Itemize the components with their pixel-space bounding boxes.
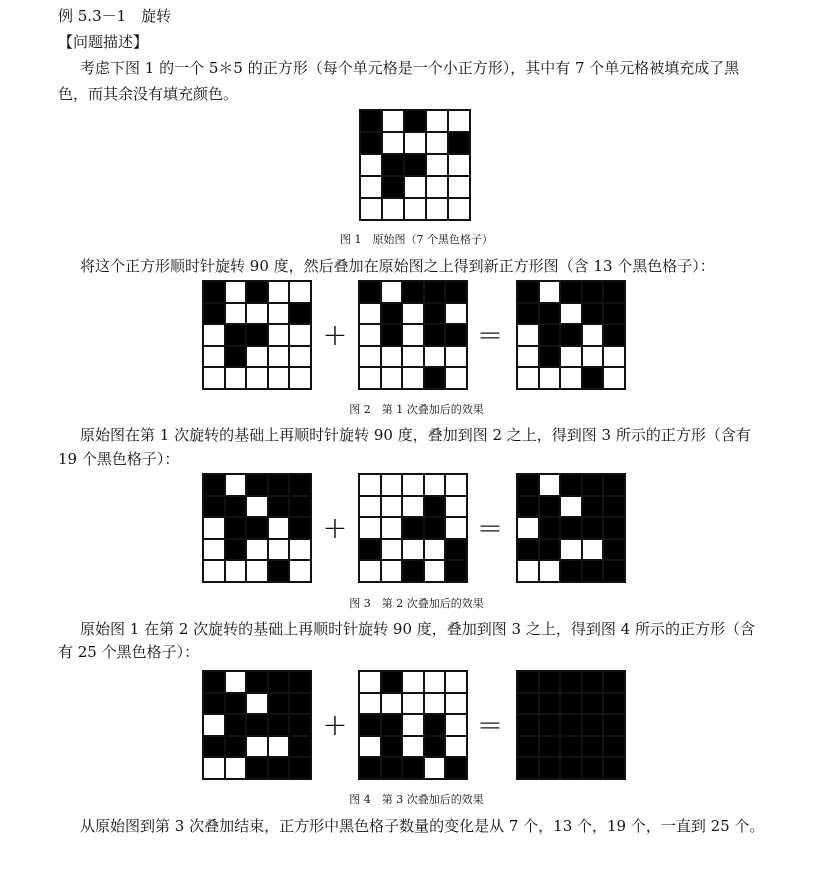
grid-cell	[402, 367, 424, 389]
grid-cell	[603, 671, 625, 693]
grid-cell	[517, 346, 539, 368]
grid-cell	[424, 281, 446, 303]
paragraph-4-line-1: 原始图 1 在第 2 次旋转的基础上再顺时针旋转 90 度，叠加到图 3 之上，得到图 4 所示的正方形（含	[80, 620, 755, 638]
grid-cell	[517, 714, 539, 736]
grid-cell	[582, 303, 604, 325]
grid-cell	[402, 474, 424, 496]
grid-cell	[359, 736, 381, 758]
grid-cell	[539, 346, 561, 368]
grid-cell	[381, 517, 403, 539]
grid-cell	[289, 474, 311, 496]
grid-cell	[268, 539, 290, 561]
grid-cell	[445, 474, 467, 496]
grid-cell	[246, 281, 268, 303]
grid-cell	[246, 346, 268, 368]
grid-cell	[225, 736, 247, 758]
grid-cell	[560, 539, 582, 561]
grid-cell	[225, 303, 247, 325]
grid-cell	[203, 757, 225, 779]
figure-3-grid-result	[516, 473, 626, 583]
grid-cell	[289, 757, 311, 779]
grid-cell	[382, 176, 404, 198]
grid-cell	[560, 736, 582, 758]
grid-cell	[289, 346, 311, 368]
grid-cell	[268, 367, 290, 389]
grid-cell	[225, 496, 247, 518]
grid-cell	[246, 714, 268, 736]
grid-cell	[382, 154, 404, 176]
equals-sign-fig3: =	[477, 511, 503, 546]
grid-cell	[359, 671, 381, 693]
grid-cell	[539, 303, 561, 325]
grid-cell	[560, 303, 582, 325]
grid-cell	[268, 346, 290, 368]
grid-cell	[268, 324, 290, 346]
grid-cell	[582, 324, 604, 346]
grid-cell	[539, 560, 561, 582]
grid-cell	[539, 539, 561, 561]
grid-cell	[359, 539, 381, 561]
grid-cell	[382, 132, 404, 154]
grid-cell	[424, 736, 446, 758]
grid-cell	[381, 324, 403, 346]
grid-cell	[381, 736, 403, 758]
grid-cell	[203, 367, 225, 389]
grid-cell	[426, 154, 448, 176]
grid-cell	[582, 367, 604, 389]
grid-cell	[517, 303, 539, 325]
grid-cell	[426, 110, 448, 132]
grid-cell	[603, 714, 625, 736]
grid-cell	[603, 324, 625, 346]
grid-cell	[445, 346, 467, 368]
grid-cell	[359, 474, 381, 496]
grid-cell	[560, 346, 582, 368]
grid-cell	[448, 132, 470, 154]
grid-cell	[225, 346, 247, 368]
grid-cell	[359, 496, 381, 518]
grid-cell	[359, 517, 381, 539]
grid-cell	[517, 671, 539, 693]
grid-cell	[246, 324, 268, 346]
grid-cell	[360, 132, 382, 154]
section-title: 【问题描述】	[58, 33, 149, 51]
grid-cell	[381, 281, 403, 303]
example-heading: 例 5.3－1 旋转	[58, 7, 172, 25]
grid-cell	[246, 517, 268, 539]
grid-cell	[445, 693, 467, 715]
grid-cell	[603, 560, 625, 582]
grid-cell	[246, 757, 268, 779]
grid-cell	[203, 517, 225, 539]
grid-cell	[381, 714, 403, 736]
paragraph-5: 从原始图到第 3 次叠加结束，正方形中黑色格子数量的变化是从 7 个，13 个，19 个，一直到 25 个。	[80, 817, 765, 835]
grid-cell	[359, 560, 381, 582]
plus-sign-fig3: +	[322, 511, 348, 546]
grid-cell	[560, 517, 582, 539]
grid-cell	[402, 346, 424, 368]
grid-cell	[539, 693, 561, 715]
paragraph-1-line-2: 色，而其余没有填充颜色。	[58, 85, 239, 103]
grid-cell	[517, 539, 539, 561]
grid-cell	[560, 324, 582, 346]
grid-cell	[539, 736, 561, 758]
grid-cell	[289, 714, 311, 736]
paragraph-1-line-1: 考虑下图 1 的一个 5＊5 的正方形（每个单元格是一个小正方形），其中有 7 个单元格被填充成了黑	[80, 59, 740, 77]
grid-cell	[517, 757, 539, 779]
grid-cell	[560, 693, 582, 715]
grid-cell	[445, 757, 467, 779]
grid-cell	[289, 693, 311, 715]
grid-cell	[381, 474, 403, 496]
grid-cell	[289, 539, 311, 561]
grid-cell	[424, 474, 446, 496]
grid-cell	[359, 757, 381, 779]
grid-cell	[381, 346, 403, 368]
figure-2-grid-rotated	[358, 280, 468, 390]
grid-cell	[203, 539, 225, 561]
grid-cell	[517, 560, 539, 582]
grid-cell	[289, 496, 311, 518]
grid-cell	[445, 736, 467, 758]
grid-cell	[203, 693, 225, 715]
grid-cell	[517, 693, 539, 715]
grid-cell	[381, 496, 403, 518]
grid-cell	[603, 346, 625, 368]
figure-3-grid-previous	[202, 473, 312, 583]
grid-cell	[402, 757, 424, 779]
grid-cell	[448, 110, 470, 132]
grid-cell	[289, 303, 311, 325]
grid-cell	[360, 154, 382, 176]
grid-cell	[582, 474, 604, 496]
grid-cell	[225, 671, 247, 693]
plus-sign-fig2: +	[322, 318, 348, 353]
grid-cell	[445, 367, 467, 389]
grid-cell	[539, 474, 561, 496]
grid-cell	[402, 303, 424, 325]
grid-cell	[582, 671, 604, 693]
grid-cell	[246, 671, 268, 693]
grid-cell	[448, 176, 470, 198]
grid-cell	[560, 671, 582, 693]
grid-cell	[246, 560, 268, 582]
grid-cell	[517, 281, 539, 303]
grid-cell	[246, 496, 268, 518]
grid-cell	[203, 714, 225, 736]
grid-cell	[402, 517, 424, 539]
grid-cell	[445, 517, 467, 539]
grid-cell	[560, 367, 582, 389]
grid-cell	[539, 714, 561, 736]
grid-cell	[246, 693, 268, 715]
grid-cell	[603, 736, 625, 758]
grid-cell	[268, 517, 290, 539]
grid-cell	[381, 560, 403, 582]
grid-cell	[582, 281, 604, 303]
grid-cell	[402, 714, 424, 736]
grid-cell	[517, 496, 539, 518]
grid-cell	[445, 714, 467, 736]
grid-cell	[203, 474, 225, 496]
grid-cell	[359, 346, 381, 368]
equals-sign-fig4: =	[477, 708, 503, 743]
grid-cell	[225, 474, 247, 496]
grid-cell	[603, 281, 625, 303]
grid-cell	[517, 324, 539, 346]
grid-cell	[404, 110, 426, 132]
grid-cell	[359, 324, 381, 346]
grid-cell	[445, 303, 467, 325]
grid-cell	[268, 714, 290, 736]
grid-cell	[560, 496, 582, 518]
grid-cell	[360, 176, 382, 198]
figure-3-caption: 图 3 第 2 次叠加后的效果	[349, 597, 484, 610]
grid-cell	[424, 496, 446, 518]
grid-cell	[268, 736, 290, 758]
grid-cell	[203, 496, 225, 518]
grid-cell	[359, 367, 381, 389]
figure-4-grid-rotated	[358, 670, 468, 780]
grid-cell	[268, 496, 290, 518]
grid-cell	[268, 671, 290, 693]
grid-cell	[582, 714, 604, 736]
grid-cell	[246, 539, 268, 561]
grid-cell	[404, 132, 426, 154]
grid-cell	[382, 110, 404, 132]
grid-cell	[359, 693, 381, 715]
grid-cell	[603, 367, 625, 389]
grid-cell	[359, 281, 381, 303]
grid-cell	[268, 303, 290, 325]
grid-cell	[603, 539, 625, 561]
grid-cell	[225, 281, 247, 303]
grid-cell	[203, 281, 225, 303]
grid-cell	[560, 281, 582, 303]
grid-cell	[203, 303, 225, 325]
grid-cell	[582, 560, 604, 582]
grid-cell	[203, 324, 225, 346]
grid-cell	[445, 281, 467, 303]
grid-cell	[402, 560, 424, 582]
grid-cell	[603, 474, 625, 496]
grid-cell	[402, 324, 424, 346]
grid-cell	[445, 324, 467, 346]
grid-cell	[539, 517, 561, 539]
grid-cell	[289, 281, 311, 303]
grid-cell	[203, 736, 225, 758]
grid-cell	[426, 176, 448, 198]
grid-cell	[289, 367, 311, 389]
grid-cell	[539, 324, 561, 346]
grid-cell	[582, 736, 604, 758]
grid-cell	[603, 693, 625, 715]
grid-cell	[560, 757, 582, 779]
grid-cell	[225, 517, 247, 539]
grid-cell	[517, 474, 539, 496]
grid-cell	[268, 693, 290, 715]
grid-cell	[289, 736, 311, 758]
grid-cell	[539, 496, 561, 518]
grid-cell	[424, 757, 446, 779]
grid-cell	[246, 736, 268, 758]
grid-cell	[424, 539, 446, 561]
grid-cell	[225, 693, 247, 715]
grid-cell	[448, 154, 470, 176]
grid-cell	[517, 367, 539, 389]
grid-cell	[360, 198, 382, 220]
figure-4-caption: 图 4 第 3 次叠加后的效果	[349, 793, 484, 806]
grid-cell	[381, 757, 403, 779]
grid-cell	[225, 367, 247, 389]
grid-cell	[268, 281, 290, 303]
grid-cell	[203, 560, 225, 582]
figure-1-caption: 图 1 原始图（7 个黑色格子）	[340, 233, 493, 246]
grid-cell	[539, 671, 561, 693]
grid-cell	[225, 324, 247, 346]
grid-cell	[402, 693, 424, 715]
grid-cell	[582, 496, 604, 518]
grid-cell	[402, 281, 424, 303]
grid-cell	[582, 517, 604, 539]
grid-cell	[448, 198, 470, 220]
grid-cell	[402, 539, 424, 561]
grid-cell	[539, 367, 561, 389]
grid-cell	[424, 346, 446, 368]
grid-cell	[426, 132, 448, 154]
grid-cell	[359, 303, 381, 325]
grid-cell	[404, 198, 426, 220]
grid-cell	[424, 671, 446, 693]
grid-cell	[603, 757, 625, 779]
grid-cell	[246, 367, 268, 389]
grid-cell	[603, 303, 625, 325]
grid-cell	[445, 671, 467, 693]
grid-cell	[424, 560, 446, 582]
grid-cell	[560, 474, 582, 496]
grid-cell	[289, 671, 311, 693]
grid-cell	[203, 346, 225, 368]
grid-cell	[404, 176, 426, 198]
grid-cell	[424, 303, 446, 325]
grid-cell	[517, 736, 539, 758]
paragraph-2: 将这个正方形顺时针旋转 90 度，然后叠加在原始图之上得到新正方形图（含 13 个黑色格子）：	[80, 257, 715, 275]
grid-cell	[539, 757, 561, 779]
grid-cell	[445, 539, 467, 561]
grid-cell	[582, 346, 604, 368]
grid-cell	[424, 324, 446, 346]
grid-cell	[381, 367, 403, 389]
paragraph-3-line-1: 原始图在第 1 次旋转的基础上再顺时针旋转 90 度，叠加到图 2 之上，得到图 3 所示的正方形（含有	[80, 426, 751, 444]
grid-cell	[582, 757, 604, 779]
figure-4-grid-previous	[202, 670, 312, 780]
paragraph-3-line-2: 19 个黑色格子）：	[58, 450, 180, 468]
grid-cell	[560, 714, 582, 736]
grid-cell	[268, 560, 290, 582]
grid-cell	[517, 517, 539, 539]
figure-2-grid-original	[202, 280, 312, 390]
grid-cell	[424, 693, 446, 715]
figure-4-grid-result	[516, 670, 626, 780]
grid-cell	[289, 517, 311, 539]
plus-sign-fig4: +	[322, 708, 348, 743]
grid-cell	[424, 367, 446, 389]
grid-cell	[381, 693, 403, 715]
grid-cell	[225, 560, 247, 582]
grid-cell	[603, 496, 625, 518]
grid-cell	[582, 693, 604, 715]
grid-cell	[225, 714, 247, 736]
grid-cell	[402, 736, 424, 758]
grid-cell	[402, 671, 424, 693]
grid-cell	[360, 110, 382, 132]
figure-2-caption: 图 2 第 1 次叠加后的效果	[349, 403, 484, 416]
grid-cell	[289, 324, 311, 346]
grid-cell	[539, 281, 561, 303]
figure-2-grid-result	[516, 280, 626, 390]
grid-cell	[289, 560, 311, 582]
grid-cell	[225, 757, 247, 779]
grid-cell	[203, 671, 225, 693]
grid-cell	[424, 714, 446, 736]
grid-cell	[268, 474, 290, 496]
grid-cell	[560, 560, 582, 582]
grid-cell	[445, 560, 467, 582]
grid-cell	[359, 714, 381, 736]
grid-cell	[582, 539, 604, 561]
grid-cell	[402, 496, 424, 518]
grid-cell	[246, 303, 268, 325]
paragraph-4-line-2: 有 25 个黑色格子）：	[58, 643, 200, 661]
figure-1-grid	[359, 109, 471, 221]
grid-cell	[426, 198, 448, 220]
grid-cell	[424, 517, 446, 539]
grid-cell	[246, 474, 268, 496]
grid-cell	[445, 496, 467, 518]
grid-cell	[381, 539, 403, 561]
grid-cell	[225, 539, 247, 561]
grid-cell	[382, 198, 404, 220]
grid-cell	[381, 671, 403, 693]
figure-3-grid-rotated	[358, 473, 468, 583]
grid-cell	[268, 757, 290, 779]
grid-cell	[603, 517, 625, 539]
grid-cell	[404, 154, 426, 176]
equals-sign-fig2: =	[477, 318, 503, 353]
grid-cell	[381, 303, 403, 325]
